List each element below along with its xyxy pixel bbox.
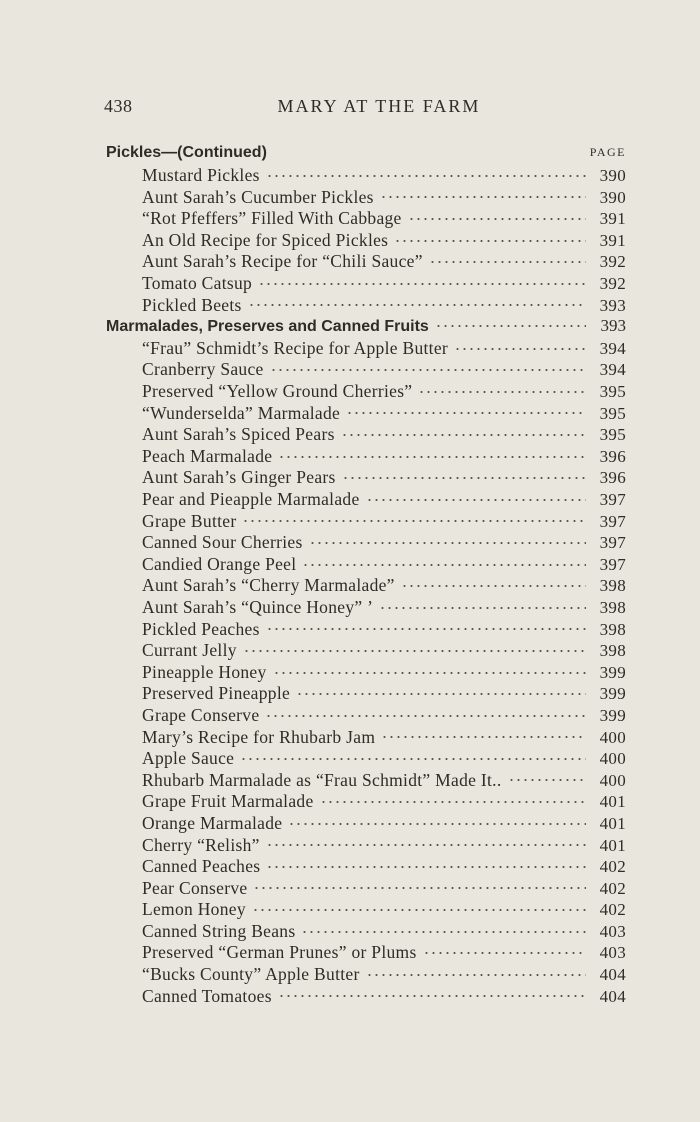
toc-entry [106, 725, 626, 747]
toc-entry-page: 399 [599, 705, 626, 725]
toc-entry-title: Currant Jelly [142, 640, 237, 661]
dot-leader [266, 164, 586, 182]
toc-entry-page: 404 [599, 965, 626, 985]
toc-entry-title: An Old Recipe for Spiced Pickles [142, 229, 389, 250]
toc-entry [106, 595, 626, 617]
dot-leader [429, 250, 586, 268]
dot-leader [288, 811, 586, 829]
toc-entry [106, 639, 626, 661]
page-column-label: PAGE [589, 145, 626, 159]
toc-entry-title: Pickles—(Continued) [106, 144, 267, 161]
toc-entry-page: 400 [599, 770, 626, 790]
toc-entry-title: Aunt Sarah’s Ginger Pears [142, 467, 336, 488]
dot-leader [423, 941, 586, 959]
toc-entry [106, 833, 626, 855]
toc-entry-title: “Wunderselda” Marmalade [142, 402, 341, 423]
toc-entry [106, 660, 626, 682]
toc-entry-page: 395 [599, 425, 626, 445]
toc-entry-page: 394 [599, 338, 626, 358]
toc-entry [106, 466, 626, 488]
dot-leader [301, 919, 586, 937]
toc-entry-page: 402 [599, 900, 626, 920]
toc-entry [106, 768, 626, 790]
toc-entry-title: Aunt Sarah’s Cucumber Pickles [142, 186, 374, 207]
dot-leader [252, 898, 586, 916]
toc-entry-title: Canned Peaches [142, 856, 261, 877]
toc-entry-page: 398 [599, 597, 626, 617]
dot-leader [266, 833, 586, 851]
dot-leader [243, 639, 586, 657]
toc-entry [106, 207, 626, 229]
toc-entry [106, 703, 626, 725]
toc-entry-page: 402 [599, 878, 626, 898]
dot-leader [240, 747, 586, 765]
dot-leader [270, 358, 586, 376]
dot-leader [381, 725, 586, 743]
toc-entry [106, 941, 626, 963]
dot-leader [508, 768, 586, 786]
dot-leader [379, 595, 586, 613]
toc-entry-title: Preserved Pineapple [142, 683, 291, 704]
dot-leader [320, 790, 586, 808]
dot-leader [342, 466, 586, 484]
toc-entry-title: Marmalades, Preserves and Canned Fruits [106, 317, 429, 335]
toc-entry-page: 397 [599, 511, 626, 531]
toc-entry-title: Aunt Sarah’s Recipe for “Chili Sauce” [142, 251, 423, 272]
dot-leader [266, 855, 586, 873]
toc-entry-page: 397 [599, 533, 626, 553]
toc-entry-page: 398 [599, 619, 626, 639]
toc-entry-page: 393 [599, 295, 626, 315]
dot-leader [265, 703, 586, 721]
toc-entry [106, 380, 626, 402]
toc-entry-page: 392 [599, 274, 626, 294]
toc-entry-title: Tomato Catsup [142, 273, 253, 294]
dot-leader [401, 574, 586, 592]
dot-leader [346, 401, 586, 419]
dot-leader [278, 984, 586, 1002]
toc-entry-page: 394 [599, 360, 626, 380]
toc-entry-page: 397 [599, 490, 626, 509]
dot-leader [302, 552, 586, 570]
toc-section-heading [106, 142, 626, 164]
dot-leader [258, 272, 586, 290]
toc-entry-page: 390 [599, 187, 626, 207]
toc-entry [106, 984, 626, 1006]
dot-leader [394, 228, 586, 246]
toc-entry-page: 396 [599, 468, 626, 488]
toc-entry-page: 399 [599, 662, 626, 682]
toc-entry-title: Cranberry Sauce [142, 359, 264, 380]
toc-entry [106, 336, 626, 358]
toc-entry-page: 397 [599, 554, 626, 574]
dot-leader [248, 293, 586, 311]
toc-entry-page: 398 [599, 641, 626, 661]
toc-entry-page: 404 [599, 986, 626, 1006]
toc-entry [106, 185, 626, 207]
toc-entry-page: 401 [599, 835, 626, 855]
toc-entry [106, 682, 626, 704]
toc-entry [106, 509, 626, 531]
toc-entry-page: 401 [599, 813, 626, 833]
toc-entry-title: Lemon Honey [142, 899, 246, 920]
toc-entry-title: Peach Marmalade [142, 445, 273, 466]
toc-entry [106, 488, 626, 510]
toc-entry-title: Preserved “German Prunes” or Plums [142, 942, 417, 963]
toc-entry [106, 358, 626, 380]
toc-entry-title: Canned Tomatoes [142, 985, 272, 1006]
toc-entry-title: Canned String Beans [142, 920, 296, 941]
toc-entry-page: 400 [599, 749, 626, 769]
toc-entry-title: “Frau” Schmidt’s Recipe for Apple Butter [142, 337, 449, 358]
toc-entry-page: 396 [599, 446, 626, 466]
toc-entry-page: 402 [599, 857, 626, 877]
toc-entry-title: Canned Sour Cherries [142, 532, 303, 553]
page-header [104, 96, 624, 120]
toc-entry-page: 391 [599, 209, 626, 229]
toc-entry-page: 398 [599, 576, 626, 596]
toc-entry-page: 391 [599, 230, 626, 250]
dot-leader [341, 423, 586, 441]
toc-entry-title: Pineapple Honey [142, 661, 267, 682]
dot-leader [309, 531, 586, 549]
toc-entry [106, 855, 626, 877]
toc-entry [106, 423, 626, 445]
dot-leader [408, 207, 586, 225]
page-number: 438 [104, 96, 133, 116]
toc-entry-title: Aunt Sarah’s “Quince Honey” ’ [142, 596, 374, 617]
dot-leader [366, 963, 586, 981]
toc-entry [106, 963, 626, 985]
toc-entry-title: Pickled Peaches [142, 618, 260, 639]
toc-entry [106, 272, 626, 294]
toc-entry-page: 401 [599, 792, 626, 812]
toc-entry [106, 293, 626, 315]
toc-entry [106, 790, 626, 812]
dot-leader [273, 660, 586, 678]
toc-entry-title: Grape Conserve [142, 704, 260, 725]
toc-entry-title: Pear Conserve [142, 877, 248, 898]
toc-entry-title: Pear and Pieapple Marmalade [142, 489, 360, 509]
toc-entry-page: 395 [599, 382, 626, 402]
toc-entry-title: Apple Sauce [142, 748, 235, 769]
toc-entry-title: Grape Fruit Marmalade [142, 791, 314, 812]
dot-leader [435, 315, 586, 331]
dot-leader [266, 617, 586, 635]
dot-leader [253, 876, 586, 894]
dot-leader [296, 682, 586, 700]
toc-entry-page: 400 [599, 727, 626, 747]
toc-entry [106, 164, 626, 186]
dot-leader [278, 444, 586, 462]
toc-entry-page: 403 [599, 943, 626, 963]
toc-entry-title: Cherry “Relish” [142, 834, 260, 855]
toc-entry [106, 617, 626, 639]
toc-entry-title: Mary’s Recipe for Rhubarb Jam [142, 726, 376, 747]
toc-entry-title: Mustard Pickles [142, 165, 260, 186]
toc-entry-title: Grape Butter [142, 510, 237, 531]
toc-entry [106, 444, 626, 466]
toc-entry [106, 747, 626, 769]
toc-section-heading [106, 315, 626, 337]
toc-entry [106, 228, 626, 250]
toc-entry-page: 393 [600, 315, 626, 335]
dot-leader [242, 509, 586, 527]
toc-entry-page: 403 [599, 921, 626, 941]
toc-entry-title: Orange Marmalade [142, 812, 283, 833]
toc-entry [106, 898, 626, 920]
running-title: MARY AT THE FARM [277, 96, 481, 116]
toc-entry-title: Pickled Beets [142, 294, 242, 315]
toc-entry [106, 811, 626, 833]
toc-entry [106, 552, 626, 574]
dot-leader [418, 380, 586, 398]
toc-entry-page: 390 [599, 166, 626, 186]
toc-entry [106, 919, 626, 941]
table-of-contents [106, 142, 626, 1006]
toc-entry [106, 574, 626, 596]
toc-entry [106, 531, 626, 553]
toc-entry [106, 876, 626, 898]
toc-entry-title: Preserved “Yellow Ground Cherries” [142, 381, 413, 402]
toc-entry-title: Rhubarb Marmalade as “Frau Schmidt” Made It.. [142, 769, 502, 790]
toc-entry-title: Aunt Sarah’s “Cherry Marmalade” [142, 575, 395, 596]
toc-entry-title: Aunt Sarah’s Spiced Pears [142, 424, 335, 445]
toc-entry [106, 250, 626, 272]
toc-entry-title: “Rot Pfeffers” Filled With Cabbage [142, 208, 402, 229]
dot-leader [366, 488, 586, 506]
toc-entry-title: “Bucks County” Apple Butter [142, 964, 360, 985]
toc-entry-page: 399 [599, 684, 626, 704]
dot-leader [454, 336, 586, 354]
dot-leader [380, 185, 586, 203]
toc-entry [106, 401, 626, 423]
toc-entry-title: Candied Orange Peel [142, 553, 297, 574]
toc-entry-page: 392 [599, 252, 626, 272]
toc-entry-page: 395 [599, 403, 626, 423]
